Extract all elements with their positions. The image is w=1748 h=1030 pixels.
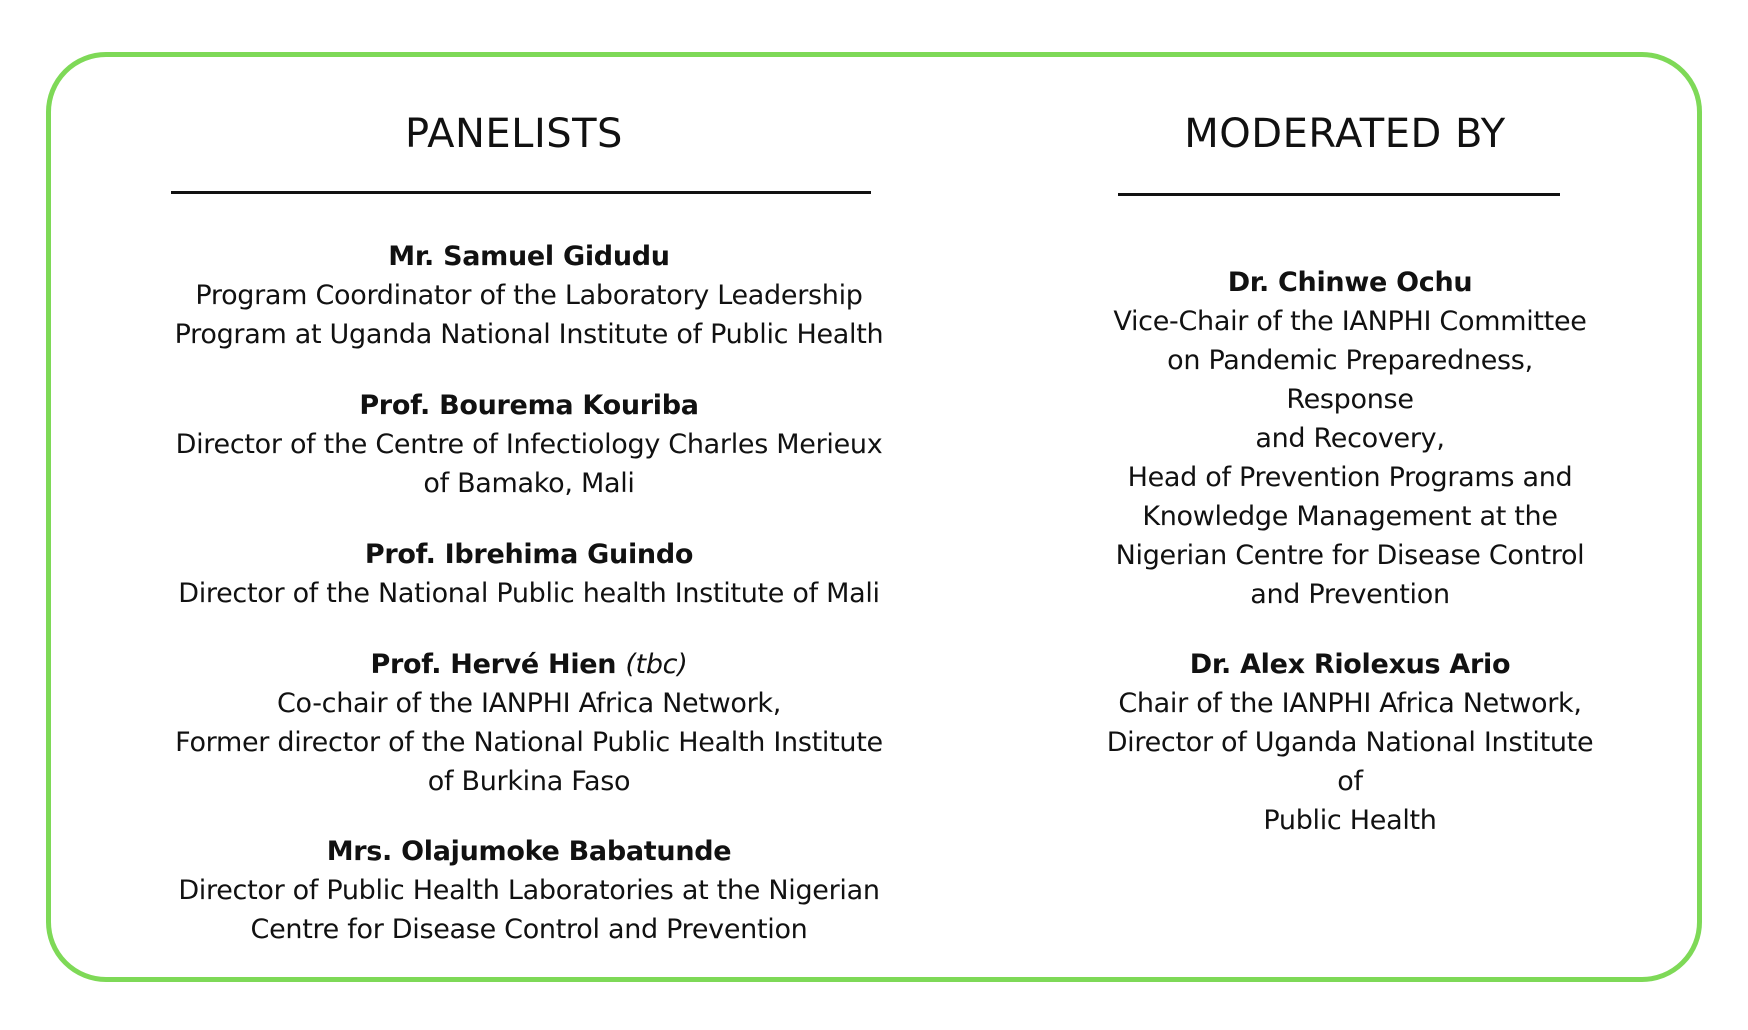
person-name: Prof. Bourema Kouriba [359,390,699,421]
person-role: Chair of the IANPHI Africa Network, Director of Uganda National Institute of Public Health [1106,688,1594,836]
person-role: Director of the National Public health Institute of Mali [178,578,880,609]
person-role: Director of the Centre of Infectiology Charles Merieux of Bamako, Mali [175,429,883,499]
person-role: Co-chair of the IANPHI Africa Network, Former director of the National Public Health Institute of Burkina Faso [175,688,883,797]
person-name: Dr. Chinwe Ochu [1227,267,1473,298]
panelist-bourema-kouriba [164,386,894,503]
person-name: Prof. Ibrehima Guindo [364,539,694,570]
panelist-ibrehima-guindo [164,535,894,613]
tbc-note: (tbc) [625,649,688,680]
moderators-list [1105,0,1595,1030]
person-role: Director of Public Health Laboratories at the Nigerian Centre for Disease Control and Prevention [178,875,880,945]
moderator-alex-riolexus-ario [1105,645,1595,840]
person-name-text: Prof. Hervé Hien [370,649,617,680]
person-name: Mrs. Olajumoke Babatunde [326,836,732,867]
person-role: Vice-Chair of the IANPHI Committee on Pandemic Preparedness, Response and Recovery, Head of Prevention Programs and Knowledge Management at the Nigerian Centre for Disease Control and Prevention [1113,306,1587,610]
panelists-heading: PANELISTS [405,111,623,157]
panelist-herve-hien [164,645,894,801]
person-name [164,645,894,684]
panelist-olajumoke-babatunde [164,832,894,949]
person-name: Dr. Alex Riolexus Ario [1189,649,1511,680]
person-role: Program Coordinator of the Laboratory Leadership Program at Uganda National Institute of Public Health [174,280,884,350]
moderator-chinwe-ochu [1105,263,1595,614]
panelist-samuel-gidudu [164,237,894,354]
person-name: Mr. Samuel Gidudu [388,241,670,272]
panelists-list [164,0,894,1030]
moderators-heading: MODERATED BY [1184,111,1506,157]
